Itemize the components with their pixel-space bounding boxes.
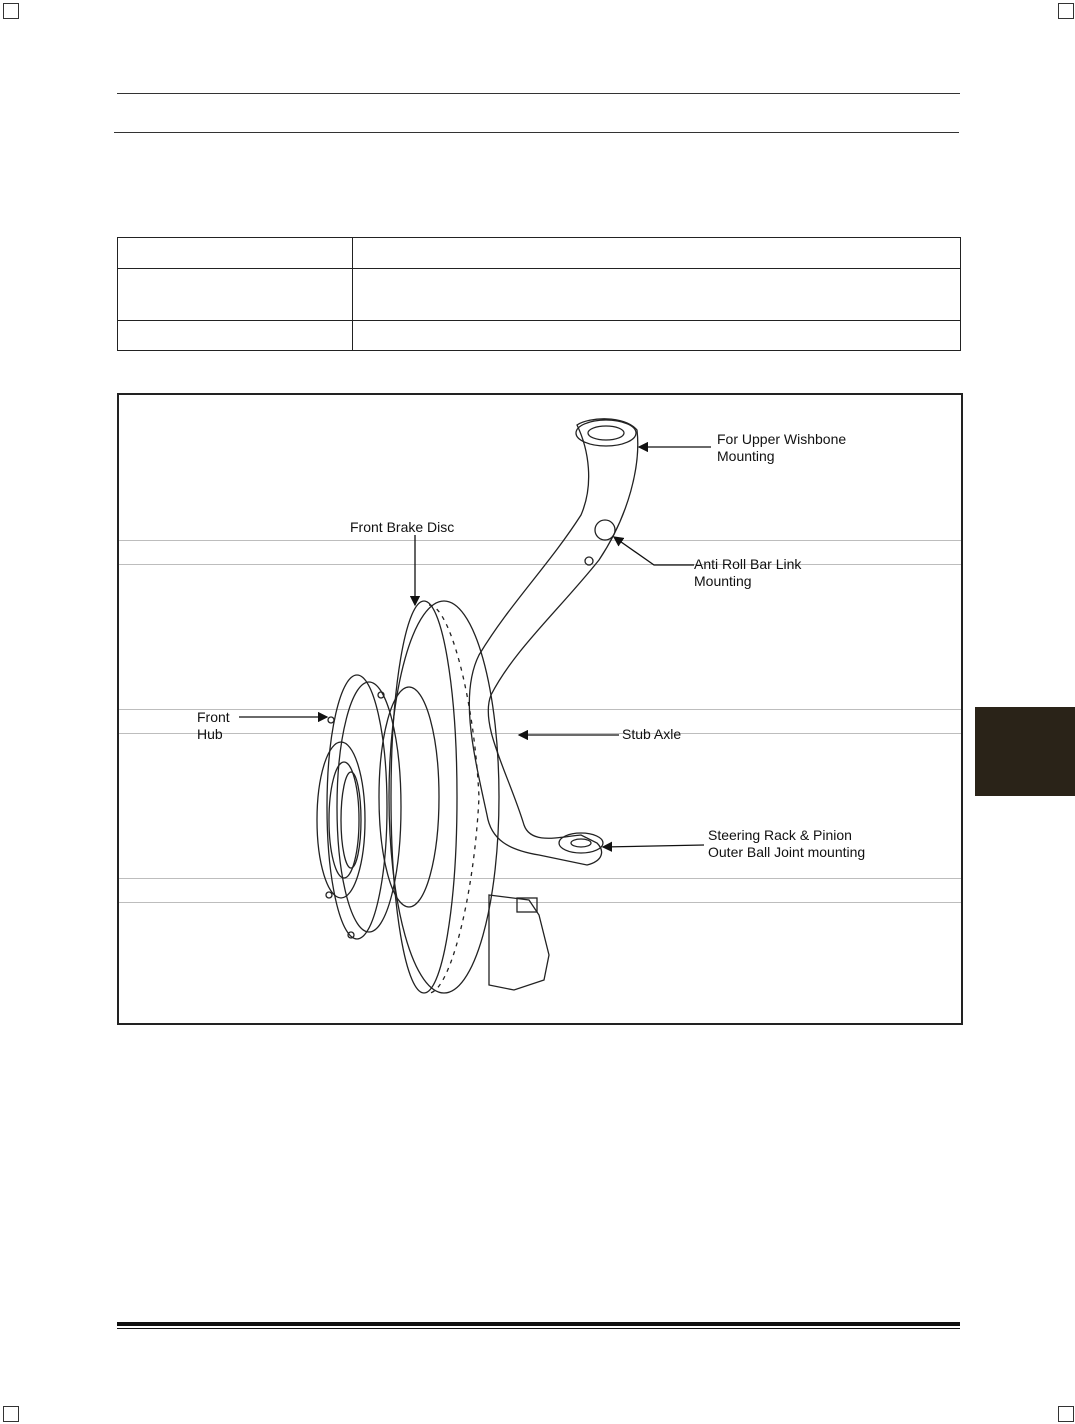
caliper-bracket [489, 895, 549, 990]
table-cell [353, 238, 961, 269]
label-front-hub: Front Hub [197, 709, 230, 742]
arrow-anti-roll-bar [614, 537, 694, 565]
figure-frame [117, 393, 963, 1025]
front-hub [327, 675, 387, 939]
footer-rule-thick [117, 1322, 960, 1326]
crop-mark-top-left [3, 3, 19, 19]
upper-wishbone-mount [576, 420, 636, 446]
crop-mark-top-right [1058, 3, 1074, 19]
label-upper-wishbone-mounting: For Upper Wishbone Mounting [717, 431, 847, 464]
arrow-steering-rack [603, 845, 704, 847]
table-cell [118, 269, 353, 321]
table-cell [118, 321, 353, 351]
label-stub-axle: Stub Axle [622, 726, 682, 742]
table-row [118, 321, 961, 351]
crop-mark-bottom-right [1058, 1406, 1074, 1422]
footer-rule-thin [117, 1328, 960, 1329]
label-anti-roll-bar-link-mounting: Anti Roll Bar Link Mounting [694, 556, 802, 589]
table-row [118, 269, 961, 321]
stub-axle-arm [469, 419, 637, 865]
table-cell [353, 321, 961, 351]
header-rule-bottom [114, 132, 959, 133]
table-cell [353, 269, 961, 321]
label-front-brake-disc: Front Brake Disc [350, 519, 455, 535]
anti-roll-bar-hole [595, 520, 615, 540]
spec-table [117, 237, 961, 351]
table-row [118, 238, 961, 269]
table-cell [118, 238, 353, 269]
section-tab [975, 707, 1075, 796]
crop-mark-bottom-left [3, 1406, 19, 1422]
label-steering-rack-outer-ball-joint: Steering Rack & Pinion Outer Ball Joint mounting [708, 827, 866, 860]
hub-assembly-drawing [119, 395, 961, 1023]
header-rule-top [117, 93, 960, 94]
